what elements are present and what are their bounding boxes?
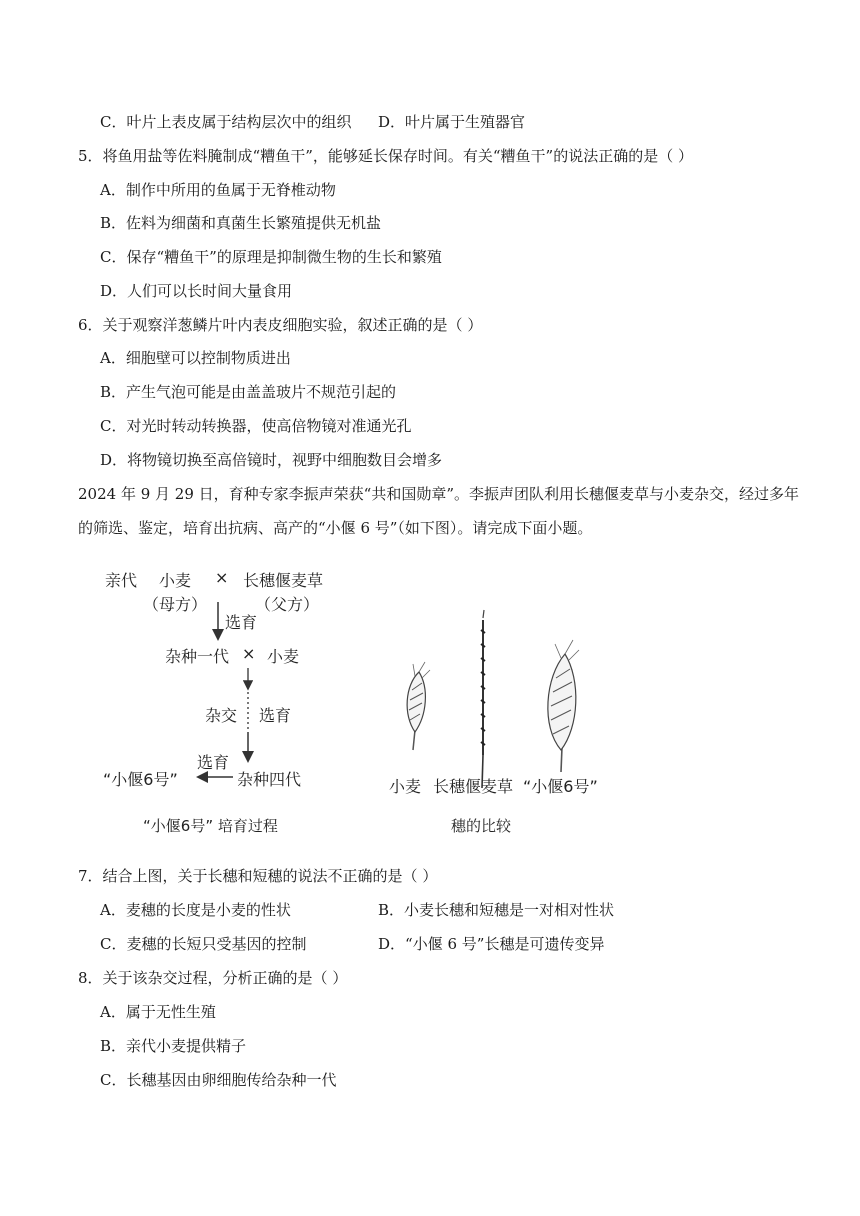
long-grass-parent-label: 长穗偃麦草 (243, 571, 324, 590)
parent-generation-label: 亲代 (105, 571, 138, 590)
wheat-backcross-label: 小麦 (267, 647, 300, 666)
q5-stem: 5．将鱼用盐等佐料腌制成“糟鱼干”，能够延长保存时间。有关“糟鱼干”的说法正确的是（ ） (78, 147, 693, 165)
q5-option-d: D．人们可以长时间大量食用 (100, 282, 293, 300)
father-label: （父方） (255, 595, 320, 614)
q8-option-b: B．亲代小麦提供精子 (100, 1037, 247, 1055)
q8-stem: 8．关于该杂交过程，分析正确的是（ ） (78, 969, 348, 987)
q6-option-d: D．将物镜切换至高倍镜时，视野中细胞数目会增多 (100, 451, 443, 469)
long-grass-ear-icon (481, 610, 485, 788)
ear-long-grass-label: 长穗偃麦草 (433, 777, 514, 796)
breeding-diagram (95, 560, 655, 845)
wheat-ear-icon (407, 662, 430, 750)
select-label-2: 选育 (259, 706, 292, 725)
q6-stem: 6．关于观察洋葱鳞片叶内表皮细胞实验，叙述正确的是（ ） (78, 316, 483, 334)
xiaoyan6-result-label: “小偃6号” (103, 770, 178, 789)
q7-option-d: D．“小偃 6 号”长穗是可遗传变异 (378, 935, 605, 953)
xiaoyan6-ear-icon (548, 640, 579, 772)
q5-option-a: A．制作中所用的鱼属于无脊椎动物 (100, 181, 336, 199)
q8-option-c: C．长穗基因由卵细胞传给杂种一代 (100, 1071, 337, 1089)
q7-option-c: C．麦穗的长短只受基因的控制 (100, 935, 307, 953)
passage-line-1: 2024 年 9 月 29 日，育种专家李振声荣获“共和国勋章”。李振声团队利用长穗偃麦草与小麦杂交，经过多年 (78, 485, 799, 503)
hybrid-label: 杂交 (205, 706, 238, 725)
q7-option-a: A．麦穗的长度是小麦的性状 (100, 901, 291, 919)
passage-line-2: 的筛选、鉴定，培育出抗病、高产的“小偃 6 号”（如下图）。请完成下面小题。 (78, 519, 593, 537)
ear-comparison-caption: 穗的比较 (451, 817, 512, 835)
q7-option-b: B．小麦长穗和短穗是一对相对性状 (378, 901, 615, 919)
mother-label: （母方） (143, 595, 208, 614)
q5-option-b: B．佐料为细菌和真菌生长繁殖提供无机盐 (100, 214, 382, 232)
q7-stem: 7．结合上图，关于长穗和短穗的说法不正确的是（ ） (78, 867, 438, 885)
select-label-1: 选育 (225, 613, 258, 632)
f1-label: 杂种一代 (165, 647, 230, 666)
q4-option-d: D．叶片属于生殖器官 (378, 113, 526, 131)
breeding-process-caption: “小偃6号” 培育过程 (143, 817, 278, 835)
f4-label: 杂种四代 (237, 770, 302, 789)
q6-option-b: B．产生气泡可能是由盖盖玻片不规范引起的 (100, 383, 397, 401)
ear-xiaoyan6-label: “小偃6号” (523, 777, 598, 796)
ear-wheat-label: 小麦 (389, 777, 422, 796)
q4-option-c: C．叶片上表皮属于结构层次中的组织 (100, 113, 352, 131)
q6-option-a: A．细胞壁可以控制物质进出 (100, 349, 291, 367)
q5-option-c: C．保存“糟鱼干”的原理是抑制微生物的生长和繁殖 (100, 248, 442, 266)
q8-option-a: A．属于无性生殖 (100, 1003, 216, 1021)
q6-option-c: C．对光时转动转换器，使高倍物镜对准通光孔 (100, 417, 412, 435)
cross-symbol-2: × (242, 644, 256, 663)
cross-symbol: × (215, 568, 229, 587)
select-label-3: 选育 (197, 753, 230, 772)
wheat-parent-label: 小麦 (159, 571, 192, 590)
